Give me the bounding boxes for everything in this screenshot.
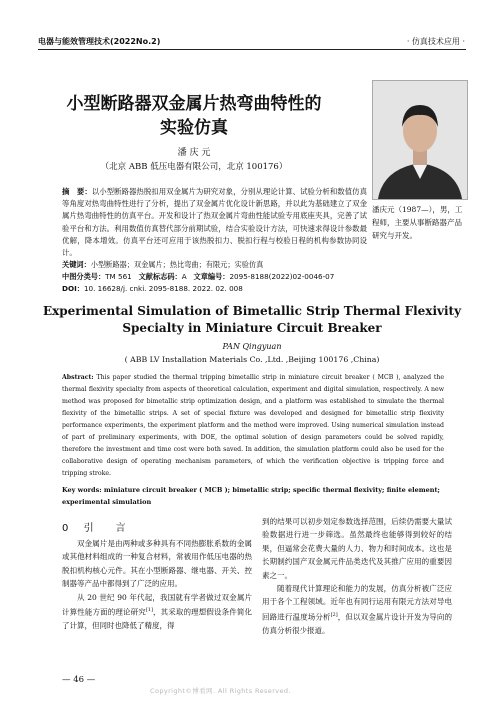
chinese-title	[38, 92, 350, 140]
article-number-value: 2095-8188(2022)02-0046-07	[229, 272, 335, 281]
portrait-image	[373, 81, 467, 199]
english-abstract-text: This paper studied the thermal tripping bimetallic strip in miniature circuit breaker ( MCB ), analyzed the thermal flexivity specialty from aspects of theoretical calculation, experiment and digital simulation, respectively. A new method was proposed for bimetallic strip optimization design, and a platform was established to simulate the thermal flexivity of the bimetallic strips. A set of special fixture was developed and designed for bimetallic strip flexivity performance experiments, the experiment platform and the method were improved. Using numerical simulation instead of part of preliminary experiments, with DOE, the optimal solution of design parameters could be solved rapidly, therefore the investment and time cost were both saved. In addition, the simulation platform could also be used for the collaborative design of operating mechanism parameters, of which the verification objective is tripping force and tripping stroke.	[62, 374, 444, 477]
classification-line	[62, 271, 334, 282]
body-left-column	[62, 537, 252, 632]
body-paragraph: 双金属片是由两种或多种具有不同热膨胀系数的金属或其他材料组成的一种复合材料，常被用作低压电器的热脱扣机构核心元件。其在小型断路器、继电器、开关、控制器等产品中都得到了广泛的应用。	[62, 539, 252, 589]
author-bio: 潘庆元（1987—），男，工程师，主要从事断路器产品研究与开发。	[372, 205, 463, 240]
english-abstract-label: Abstract:	[62, 374, 94, 381]
doi-value: 10. 16628/j. cnki. 2095-8188. 2022. 02. 008	[83, 284, 243, 293]
english-author: PAN Qingyuan	[222, 342, 282, 351]
journal-header: 电器与能效管理技术(2022No.2)	[38, 37, 161, 46]
article-number-label: 文章编号：	[193, 272, 230, 281]
english-abstract	[62, 372, 444, 480]
body-paragraph	[62, 591, 252, 633]
english-keywords	[62, 484, 444, 508]
chinese-abstract-label: 摘 要：	[62, 187, 92, 196]
clc-value: TM 561	[105, 272, 132, 281]
body-text: ，其采取的理想假设条件简化了计算，但同时也降低了精度，得	[62, 607, 253, 630]
body-text: ，但以双金属片设计开发为导向的仿真分析很少报道。	[262, 612, 453, 635]
doi-line	[62, 283, 243, 294]
copyright-watermark: Copyright©博看网. All Rights Reserved.	[150, 687, 291, 695]
english-title-line1: Experimental Simulation of Bimetallic Strip Thermal Flexivity	[42, 304, 462, 318]
keywords-value: 小型断路器；双金属片；热比弯曲；有限元；实验仿真	[90, 260, 264, 269]
chinese-affiliation: （北京 ABB 低压电器有限公司，北京 100176）	[100, 162, 288, 172]
section-number: 0	[62, 523, 75, 534]
section-title: 引 言	[83, 523, 132, 534]
body-right-column	[262, 515, 452, 637]
english-keywords-text: miniature circuit breaker ( MCB ); bimetallic strip; specific thermal flexivity; finite element; experimental simulation	[62, 486, 440, 506]
chinese-abstract-text: 以小型断路器热脱扣用双金属片为研究对象，分别从理论计算、试验分析和数值仿真等角度对热弯曲特性进行了分析，提出了双金属片优化设计新思路，并以此为基础建立了双金属片热弯曲特性的仿真平台。开发和设计了热双金属片弯曲性能试验专用底座夹具，完善了试验平台和方法。利用数值仿真替代部分前期试验，结合实验设计方法，可快速求得设计参数最优解，降本增效。仿真平台还可应用于该热脱扣力、脱扣行程与校验日程的机构参数协同设计。	[62, 187, 367, 258]
author-photo	[372, 80, 468, 200]
page-number: — 46 —	[62, 675, 96, 685]
section-header: · 仿真技术应用 ·	[406, 37, 465, 46]
chinese-title-line1: 小型断路器双金属片热弯曲特性的	[66, 94, 322, 114]
doc-code-label: 文献标志码：	[138, 272, 182, 281]
doc-code-value: A	[181, 272, 187, 281]
body-paragraph	[262, 582, 452, 637]
chinese-abstract	[62, 186, 367, 259]
chinese-title-line2: 实验仿真	[160, 118, 228, 138]
header-divider	[38, 49, 466, 50]
body-text: 随着现代计算理论和能力的发展，仿真分析被广泛应用于各个工程领域。近年也有同行运用有限元方法对导电回路进行温度场分析	[262, 584, 452, 622]
clc-label: 中图分类号：	[62, 272, 106, 281]
citation: [2]	[330, 611, 338, 618]
chinese-keywords	[62, 259, 263, 270]
english-affiliation: ( ABB LV Installation Materials Co. ,Ltd. ,Beijing 100176 ,China)	[124, 355, 380, 364]
english-title	[38, 303, 466, 337]
citation: [1]	[145, 607, 153, 614]
section-heading	[62, 519, 132, 534]
english-keywords-label: Key words:	[62, 486, 102, 494]
english-title-line2: Specialty in Miniature Circuit Breaker	[122, 321, 382, 335]
body-paragraph: 到的结果可以初步划定参数选择范围，后续仍需要大量试验数据进行进一步筛选。虽然最终也能够得到较好的结果，但逼常会花费大量的人力、物力和时间成本。这也是长期制约国产双金属元件品类迭代及其推广应用的重要因素之一。	[262, 517, 452, 580]
doi-label: DOI：	[62, 284, 84, 293]
keywords-label: 关键词：	[62, 260, 91, 269]
chinese-author: 潘 庆 元	[177, 148, 211, 158]
body-text: 从 20 世纪 90 年代起，我国就有学者做过双金属片计算性能方面的理论研究	[62, 592, 252, 617]
